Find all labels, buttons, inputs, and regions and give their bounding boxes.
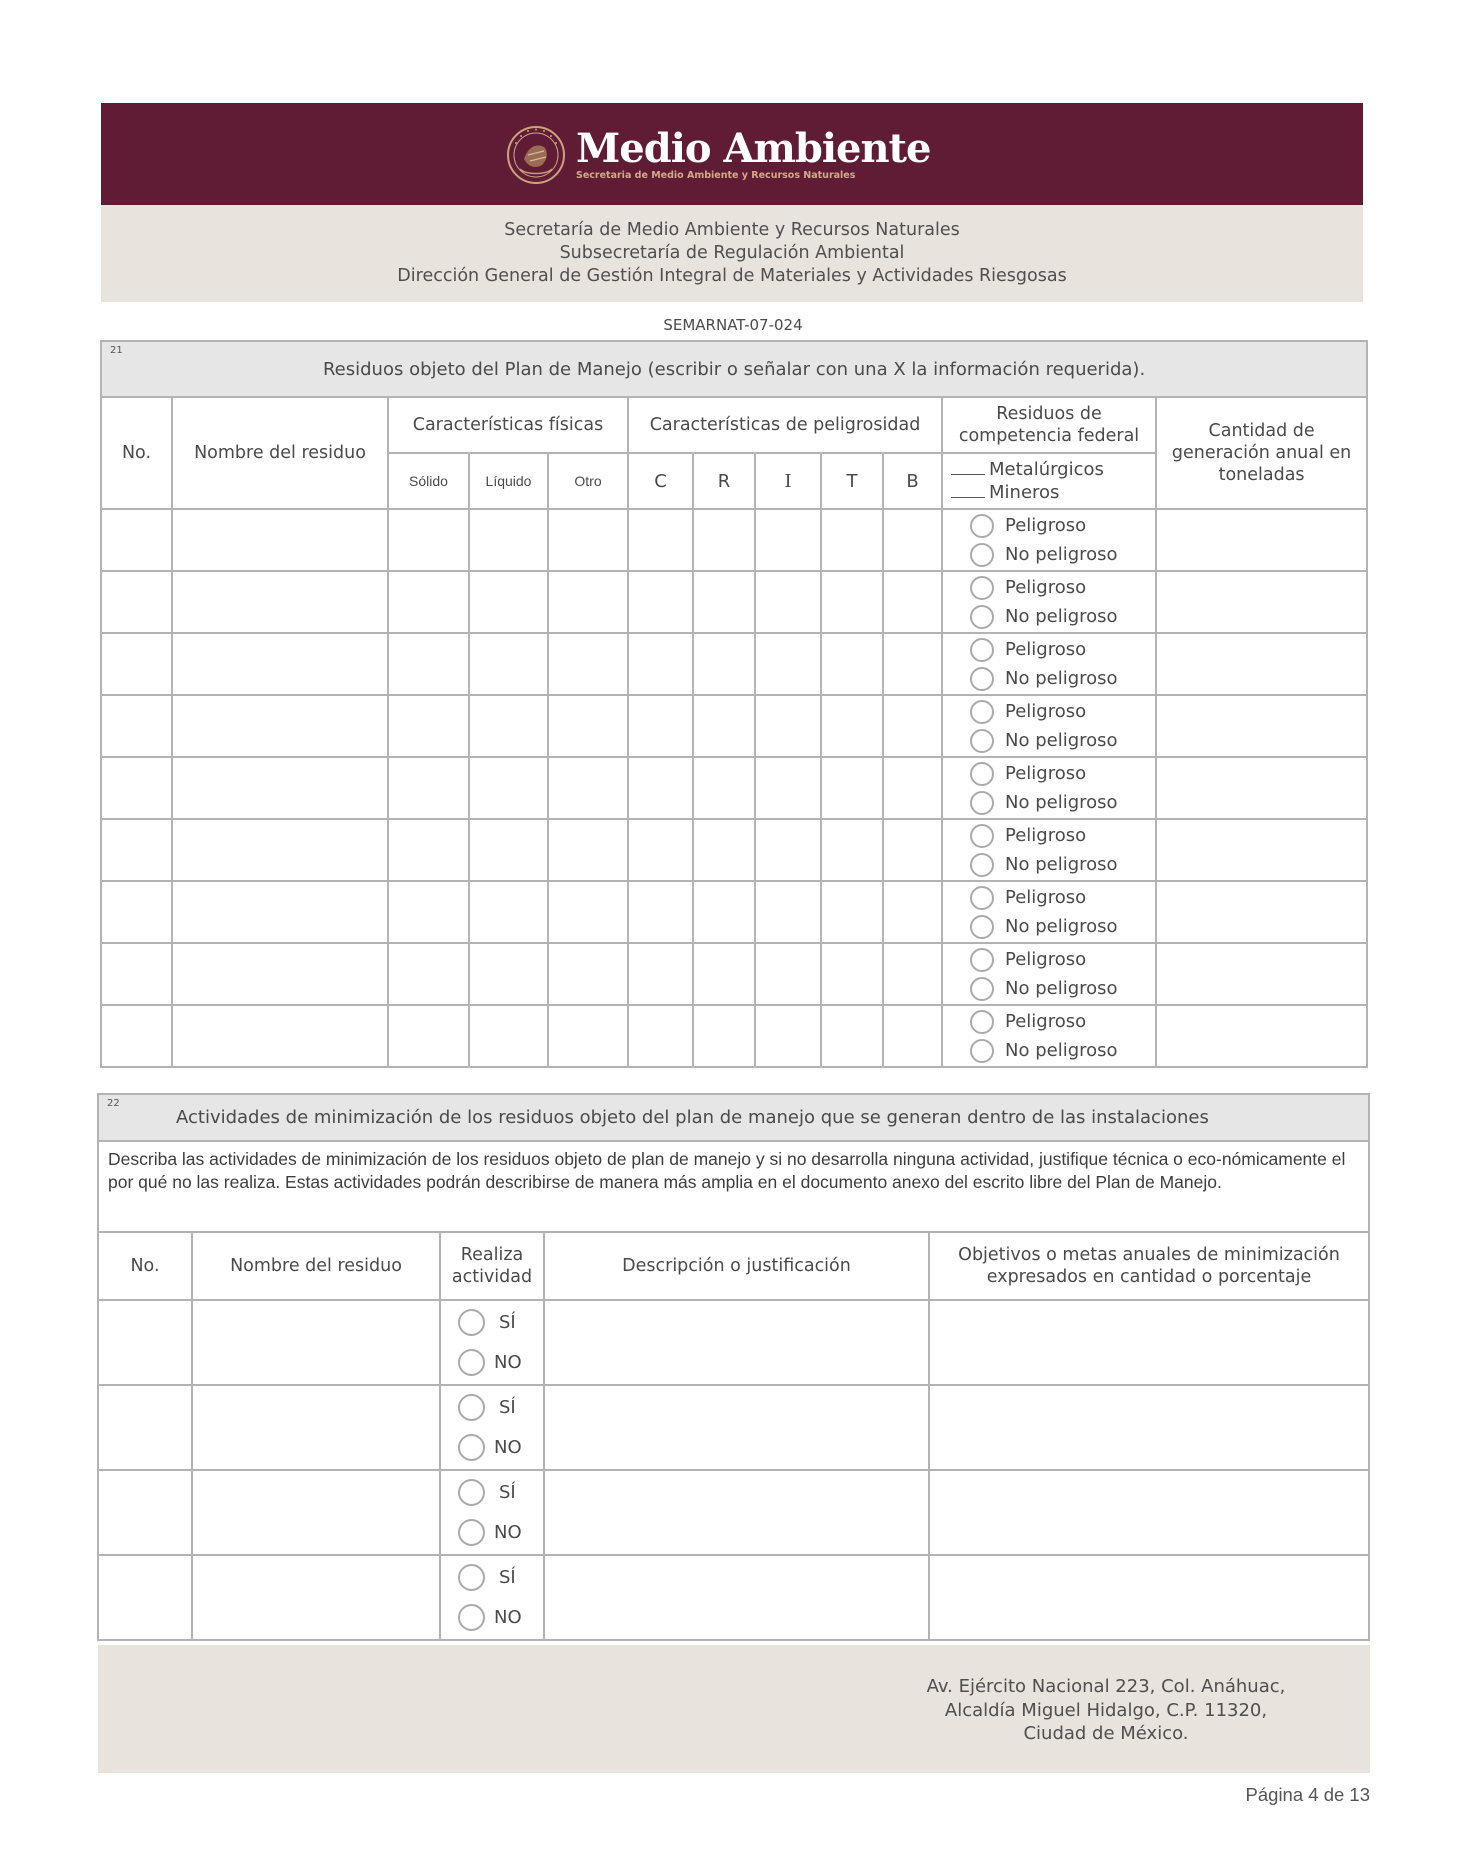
cell-t[interactable] <box>821 1005 883 1067</box>
radio-peligroso[interactable] <box>970 573 1155 602</box>
cell-objetivos[interactable] <box>929 1385 1369 1470</box>
radio-label: SÍ <box>499 1397 516 1418</box>
radio-circle-icon[interactable] <box>970 977 994 1001</box>
cell-i[interactable] <box>755 1005 821 1067</box>
radio-label: NO <box>494 1437 522 1458</box>
radio-circle-icon[interactable] <box>970 576 994 600</box>
address <box>920 1675 1292 1746</box>
radio-circle-icon[interactable] <box>970 729 994 753</box>
page-number: Página 4 de 13 <box>1245 1784 1370 1805</box>
peligrosidad-radio-group <box>942 571 1156 633</box>
table-row <box>101 571 1367 633</box>
cell-nombre[interactable] <box>172 695 388 757</box>
cell-c[interactable] <box>628 571 693 633</box>
cell-cantidad[interactable] <box>1156 819 1367 881</box>
table-row <box>101 757 1367 819</box>
peligrosidad-radio-group <box>942 1005 1156 1067</box>
cell-liquido[interactable] <box>469 943 548 1005</box>
agency-line: Secretaría de Medio Ambiente y Recursos Naturales <box>504 220 960 240</box>
cell-descripcion[interactable] <box>544 1470 929 1555</box>
cell-otro[interactable] <box>548 1005 628 1067</box>
radio-peligroso[interactable] <box>970 821 1155 850</box>
peligrosidad-radio-group <box>942 881 1156 943</box>
header-objetivos: Objetivos o metas anuales de minimización expresados en cantidad o porcentaje <box>929 1232 1369 1300</box>
radio-circle-icon[interactable] <box>970 605 994 629</box>
cell-t[interactable] <box>821 881 883 943</box>
header-cantidad: Cantidad de generación anual en toneladas <box>1156 397 1367 509</box>
cell-solido[interactable] <box>388 633 469 695</box>
header-nombre: Nombre del residuo <box>192 1232 440 1300</box>
radio-label: NO <box>494 1352 522 1373</box>
cell-t[interactable] <box>821 943 883 1005</box>
cell-nombre[interactable] <box>172 509 388 571</box>
peligrosidad-radio-group <box>942 695 1156 757</box>
cell-b[interactable] <box>883 943 942 1005</box>
cell-no[interactable] <box>98 1385 192 1470</box>
cell-r[interactable] <box>693 509 755 571</box>
section-title-text: Residuos objeto del Plan de Manejo (escribir o señalar con una X la información requerida). <box>322 358 1146 380</box>
radio-no-peligroso[interactable] <box>970 602 1155 631</box>
cell-cantidad[interactable] <box>1156 881 1367 943</box>
cell-t[interactable] <box>821 509 883 571</box>
cell-c[interactable] <box>628 943 693 1005</box>
cell-nombre[interactable] <box>192 1300 440 1385</box>
cell-no[interactable] <box>101 943 172 1005</box>
table-row <box>98 1385 1369 1470</box>
radio-label: NO <box>494 1522 522 1543</box>
radio-label: No peligroso <box>1005 1040 1118 1061</box>
address-line: Ciudad de México. <box>1023 1723 1189 1744</box>
realiza-radio-group <box>440 1300 544 1385</box>
radio-label: SÍ <box>499 1567 516 1588</box>
cell-i[interactable] <box>755 757 821 819</box>
cell-r[interactable] <box>693 819 755 881</box>
cell-r[interactable] <box>693 571 755 633</box>
header-liquido: Líquido <box>469 453 548 509</box>
cell-i[interactable] <box>755 819 821 881</box>
cell-b[interactable] <box>883 757 942 819</box>
table-row <box>98 1300 1369 1385</box>
cell-i[interactable] <box>755 695 821 757</box>
section-22-description: Describa las actividades de minimización de los residuos objeto de plan de manejo y si no desarrolla ninguna actividad, justifique técnica o eco-nómicamente el por qué no las realiza. Estas actividades podrán describirse de manera más amplia en el documento anexo del escrito libre del Plan de Manejo. <box>98 1141 1369 1232</box>
cell-objetivos[interactable] <box>929 1470 1369 1555</box>
cell-objetivos[interactable] <box>929 1300 1369 1385</box>
cell-liquido[interactable] <box>469 571 548 633</box>
table-row <box>101 695 1367 757</box>
cell-b[interactable] <box>883 571 942 633</box>
section-21-title <box>101 341 1367 397</box>
radio-no[interactable] <box>458 1598 543 1638</box>
cell-objetivos[interactable] <box>929 1555 1369 1640</box>
radio-no[interactable] <box>458 1513 543 1553</box>
residuos-table <box>100 340 1368 1068</box>
cell-otro[interactable] <box>548 695 628 757</box>
cell-r[interactable] <box>693 757 755 819</box>
cell-no[interactable] <box>101 509 172 571</box>
cell-nombre[interactable] <box>172 757 388 819</box>
cell-c[interactable] <box>628 1005 693 1067</box>
logo-subtitle: Secretaria de Medio Ambiente y Recursos Naturales <box>576 170 856 181</box>
cell-liquido[interactable] <box>469 881 548 943</box>
peligrosidad-radio-group <box>942 757 1156 819</box>
table-row <box>98 1470 1369 1555</box>
radio-circle-icon[interactable] <box>970 886 994 910</box>
radio-label: Peligroso <box>1005 515 1087 536</box>
cell-liquido[interactable] <box>469 1005 548 1067</box>
cell-otro[interactable] <box>548 509 628 571</box>
header-t: T <box>821 453 883 509</box>
radio-peligroso[interactable] <box>970 1007 1155 1036</box>
radio-label: No peligroso <box>1005 606 1118 627</box>
cell-no[interactable] <box>101 819 172 881</box>
cell-nombre[interactable] <box>192 1385 440 1470</box>
radio-label: Peligroso <box>1005 577 1087 598</box>
radio-circle-icon[interactable] <box>970 667 994 691</box>
cell-descripcion[interactable] <box>544 1555 929 1640</box>
cell-b[interactable] <box>883 1005 942 1067</box>
radio-circle-icon[interactable] <box>970 700 994 724</box>
radio-label: NO <box>494 1607 522 1628</box>
header-c: C <box>628 453 693 509</box>
radio-label: No peligroso <box>1005 916 1118 937</box>
cell-otro[interactable] <box>548 633 628 695</box>
cell-t[interactable] <box>821 571 883 633</box>
cell-nombre[interactable] <box>172 881 388 943</box>
radio-no[interactable] <box>458 1428 543 1468</box>
cell-cantidad[interactable] <box>1156 1005 1367 1067</box>
realiza-radio-group <box>440 1385 544 1470</box>
cell-no[interactable] <box>101 571 172 633</box>
cell-nombre[interactable] <box>172 1005 388 1067</box>
cell-solido[interactable] <box>388 881 469 943</box>
cell-liquido[interactable] <box>469 509 548 571</box>
cell-no[interactable] <box>101 633 172 695</box>
cell-c[interactable] <box>628 509 693 571</box>
cell-cantidad[interactable] <box>1156 695 1367 757</box>
cell-solido[interactable] <box>388 509 469 571</box>
section-title-text: Actividades de minimización de los residuos objeto del plan de manejo que se generan dentro de las instalaciones <box>176 1107 1209 1128</box>
minimizacion-table <box>97 1093 1370 1641</box>
table-row <box>98 1555 1369 1640</box>
cell-liquido[interactable] <box>469 633 548 695</box>
realiza-radio-group <box>440 1555 544 1640</box>
radio-label: No peligroso <box>1005 544 1118 565</box>
header-no: No. <box>101 397 172 509</box>
radio-label: Peligroso <box>1005 763 1087 784</box>
radio-circle-icon[interactable] <box>970 824 994 848</box>
section-number: 22 <box>107 1098 120 1109</box>
radio-circle-icon[interactable] <box>970 853 994 877</box>
cell-i[interactable] <box>755 943 821 1005</box>
section-number: 21 <box>110 345 123 356</box>
radio-label: Peligroso <box>1005 825 1087 846</box>
radio-label: Peligroso <box>1005 949 1087 970</box>
cell-c[interactable] <box>628 695 693 757</box>
cell-cantidad[interactable] <box>1156 633 1367 695</box>
cell-b[interactable] <box>883 881 942 943</box>
cell-b[interactable] <box>883 695 942 757</box>
header-fisicas: Características físicas <box>388 397 628 453</box>
cell-solido[interactable] <box>388 695 469 757</box>
cell-cantidad[interactable] <box>1156 509 1367 571</box>
radio-no-peligroso[interactable] <box>970 788 1155 817</box>
logo <box>506 125 930 185</box>
blank-line[interactable] <box>951 460 985 475</box>
cell-otro[interactable] <box>548 571 628 633</box>
cell-nombre[interactable] <box>192 1470 440 1555</box>
radio-si[interactable] <box>458 1473 543 1513</box>
radio-label: No peligroso <box>1005 730 1118 751</box>
radio-label: Peligroso <box>1005 1011 1087 1032</box>
radio-circle-icon[interactable] <box>970 543 994 567</box>
radio-no-peligroso[interactable] <box>970 1036 1155 1065</box>
cell-c[interactable] <box>628 757 693 819</box>
radio-label: Peligroso <box>1005 701 1087 722</box>
table-row <box>101 509 1367 571</box>
agency-line: Subsecretaría de Regulación Ambiental <box>559 243 905 263</box>
radio-label: No peligroso <box>1005 854 1118 875</box>
cell-t[interactable] <box>821 757 883 819</box>
radio-label: Peligroso <box>1005 639 1087 660</box>
cell-c[interactable] <box>628 881 693 943</box>
form-code: SEMARNAT-07-024 <box>663 316 803 334</box>
header-federal-options <box>942 453 1156 509</box>
header-realiza: Realiza actividad <box>440 1232 544 1300</box>
radio-circle-icon[interactable] <box>970 791 994 815</box>
radio-label: SÍ <box>499 1312 516 1333</box>
radio-circle-icon[interactable] <box>458 1604 485 1631</box>
cell-b[interactable] <box>883 509 942 571</box>
cell-liquido[interactable] <box>469 819 548 881</box>
cell-r[interactable] <box>693 943 755 1005</box>
cell-t[interactable] <box>821 819 883 881</box>
realiza-radio-group <box>440 1470 544 1555</box>
radio-no-peligroso[interactable] <box>970 912 1155 941</box>
header-peligrosidad: Características de peligrosidad <box>628 397 942 453</box>
header-federal: Residuos de competencia federal <box>942 397 1156 453</box>
radio-circle-icon[interactable] <box>458 1519 485 1546</box>
cell-t[interactable] <box>821 695 883 757</box>
cell-i[interactable] <box>755 571 821 633</box>
cell-liquido[interactable] <box>469 695 548 757</box>
cell-b[interactable] <box>883 819 942 881</box>
radio-no-peligroso[interactable] <box>970 540 1155 569</box>
radio-label: No peligroso <box>1005 978 1118 999</box>
header-b: B <box>883 453 942 509</box>
federal-mineros: Mineros <box>989 482 1060 503</box>
header-solido: Sólido <box>388 453 469 509</box>
radio-label: SÍ <box>499 1482 516 1503</box>
cell-no[interactable] <box>98 1300 192 1385</box>
cell-solido[interactable] <box>388 943 469 1005</box>
cell-no[interactable] <box>101 757 172 819</box>
cell-liquido[interactable] <box>469 757 548 819</box>
cell-nombre[interactable] <box>172 943 388 1005</box>
cell-cantidad[interactable] <box>1156 943 1367 1005</box>
radio-no-peligroso[interactable] <box>970 850 1155 879</box>
radio-circle-icon[interactable] <box>458 1349 485 1376</box>
radio-peligroso[interactable] <box>970 883 1155 912</box>
radio-si[interactable] <box>458 1303 543 1343</box>
peligrosidad-radio-group <box>942 819 1156 881</box>
table-row <box>101 633 1367 695</box>
cell-no[interactable] <box>101 1005 172 1067</box>
radio-circle-icon[interactable] <box>970 638 994 662</box>
radio-circle-icon[interactable] <box>970 915 994 939</box>
radio-circle-icon[interactable] <box>458 1479 485 1506</box>
cell-nombre[interactable] <box>192 1555 440 1640</box>
table-row <box>101 881 1367 943</box>
radio-peligroso[interactable] <box>970 945 1155 974</box>
radio-no-peligroso[interactable] <box>970 974 1155 1003</box>
peligrosidad-radio-group <box>942 943 1156 1005</box>
radio-circle-icon[interactable] <box>970 948 994 972</box>
address-line: Av. Ejército Nacional 223, Col. Anáhuac, <box>926 1676 1286 1697</box>
radio-circle-icon[interactable] <box>970 1039 994 1063</box>
peligrosidad-radio-group <box>942 509 1156 571</box>
header-banner <box>101 103 1363 205</box>
radio-peligroso[interactable] <box>970 635 1155 664</box>
cell-i[interactable] <box>755 509 821 571</box>
cell-r[interactable] <box>693 1005 755 1067</box>
cell-nombre[interactable] <box>172 819 388 881</box>
cell-c[interactable] <box>628 633 693 695</box>
header-i: I <box>755 453 821 509</box>
radio-no-peligroso[interactable] <box>970 726 1155 755</box>
radio-circle-icon[interactable] <box>458 1394 485 1421</box>
cell-solido[interactable] <box>388 757 469 819</box>
cell-solido[interactable] <box>388 819 469 881</box>
radio-circle-icon[interactable] <box>970 514 994 538</box>
cell-descripcion[interactable] <box>544 1385 929 1470</box>
agency-header <box>101 205 1363 302</box>
cell-descripcion[interactable] <box>544 1300 929 1385</box>
cell-r[interactable] <box>693 695 755 757</box>
cell-otro[interactable] <box>548 757 628 819</box>
header-descripcion: Descripción o justificación <box>544 1232 929 1300</box>
header-no: No. <box>98 1232 192 1300</box>
cell-nombre[interactable] <box>172 633 388 695</box>
table-row <box>101 943 1367 1005</box>
logo-title: Medio Ambiente <box>576 125 931 172</box>
cell-t[interactable] <box>821 633 883 695</box>
radio-no-peligroso[interactable] <box>970 664 1155 693</box>
address-line: Alcaldía Miguel Hidalgo, C.P. 11320, <box>944 1699 1268 1721</box>
footer <box>98 1645 1370 1773</box>
radio-no[interactable] <box>458 1343 543 1383</box>
table-row <box>101 1005 1367 1067</box>
cell-r[interactable] <box>693 633 755 695</box>
federal-metalurgicos: Metalúrgicos <box>989 459 1104 480</box>
table-row <box>101 819 1367 881</box>
cell-otro[interactable] <box>548 943 628 1005</box>
blank-line[interactable] <box>951 483 985 498</box>
radio-circle-icon[interactable] <box>970 1010 994 1034</box>
cell-no[interactable] <box>98 1555 192 1640</box>
radio-peligroso[interactable] <box>970 759 1155 788</box>
cell-otro[interactable] <box>548 881 628 943</box>
radio-label: No peligroso <box>1005 668 1118 689</box>
cell-otro[interactable] <box>548 819 628 881</box>
section-22-title <box>98 1094 1369 1141</box>
radio-circle-icon[interactable] <box>458 1564 485 1591</box>
radio-peligroso[interactable] <box>970 511 1155 540</box>
radio-si[interactable] <box>458 1388 543 1428</box>
cell-c[interactable] <box>628 819 693 881</box>
radio-si[interactable] <box>458 1558 543 1598</box>
cell-b[interactable] <box>883 633 942 695</box>
cell-no[interactable] <box>101 695 172 757</box>
cell-r[interactable] <box>693 881 755 943</box>
cell-i[interactable] <box>755 881 821 943</box>
header-nombre: Nombre del residuo <box>172 397 388 509</box>
agency-line: Dirección General de Gestión Integral de Materiales y Actividades Riesgosas <box>397 266 1067 286</box>
cell-solido[interactable] <box>388 571 469 633</box>
header-r: R <box>693 453 755 509</box>
cell-solido[interactable] <box>388 1005 469 1067</box>
radio-peligroso[interactable] <box>970 697 1155 726</box>
cell-no[interactable] <box>98 1470 192 1555</box>
radio-label: Peligroso <box>1005 887 1087 908</box>
radio-label: No peligroso <box>1005 792 1118 813</box>
radio-circle-icon[interactable] <box>458 1434 485 1461</box>
peligrosidad-radio-group <box>942 633 1156 695</box>
header-otro: Otro <box>548 453 628 509</box>
cell-cantidad[interactable] <box>1156 571 1367 633</box>
cell-nombre[interactable] <box>172 571 388 633</box>
mexican-seal-icon <box>506 125 566 185</box>
cell-no[interactable] <box>101 881 172 943</box>
cell-i[interactable] <box>755 633 821 695</box>
radio-circle-icon[interactable] <box>458 1309 485 1336</box>
radio-circle-icon[interactable] <box>970 762 994 786</box>
cell-cantidad[interactable] <box>1156 757 1367 819</box>
